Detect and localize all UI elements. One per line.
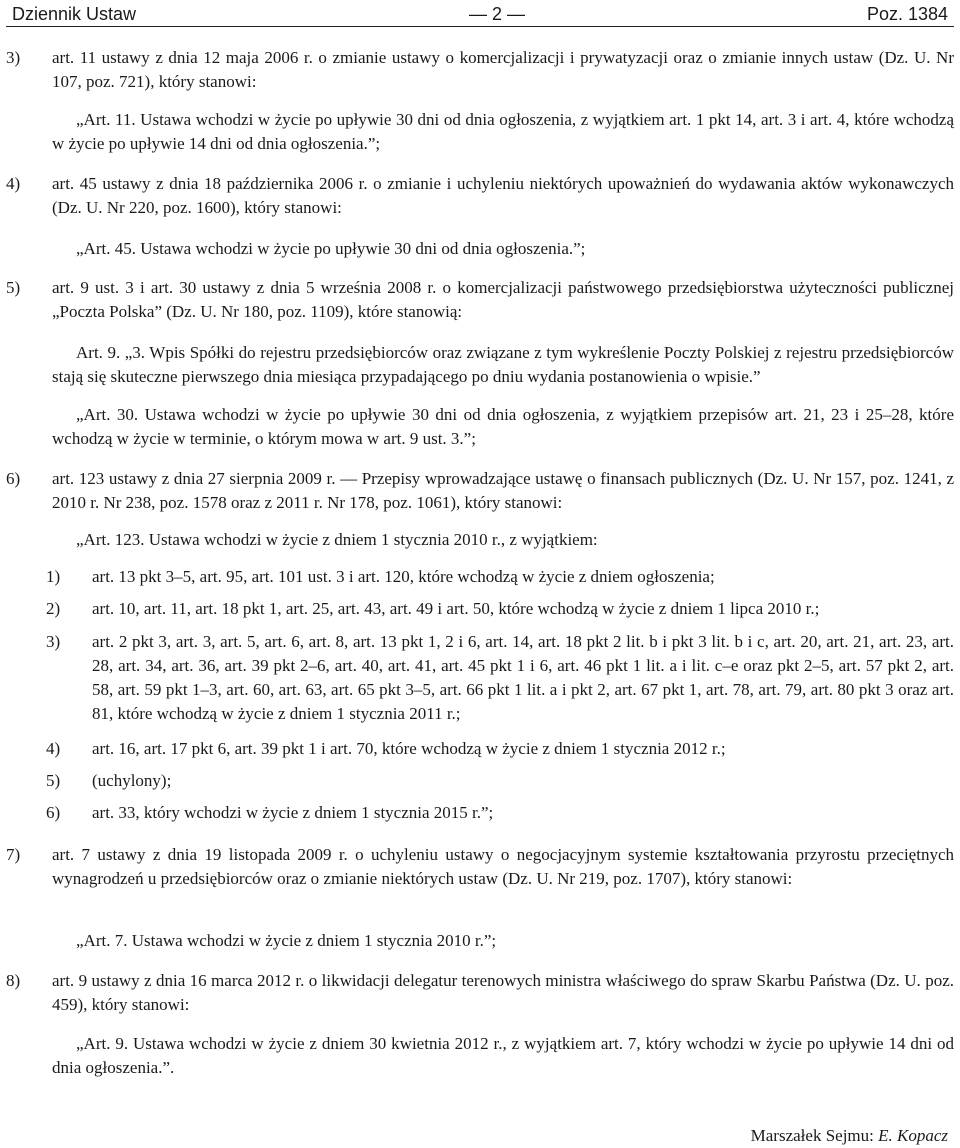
sub-item-text: art. 33, który wchodzi w życie z dniem 1 stycznia 2015 r.”; <box>92 803 494 822</box>
item-number: 6) <box>6 469 21 488</box>
sub-list-item <box>46 737 954 761</box>
quote-art-45: „Art. 45. Ustawa wchodzi w życie po upływie 30 dni od dnia ogłoszenia.”; <box>76 239 586 258</box>
sub-list-item <box>46 769 954 793</box>
list-item-7 <box>6 843 954 891</box>
list-item-4 <box>6 172 954 220</box>
item-text: art. 9 ustawy z dnia 16 marca 2012 r. o likwidacji delegatur terenowych ministra właściwego do spraw Skarbu Państwa (Dz. U. poz. 459), który stanowi: <box>52 971 954 1014</box>
quote-art-30: „Art. 30. Ustawa wchodzi w życie po upływie 30 dni od dnia ogłoszenia, z wyjątkiem przepisów art. 21, 23 i 25–28, które wchodzą w życie w terminie, o którym mowa w art. 9 ust. 3.”; <box>52 405 954 448</box>
page-number: — 2 — <box>469 4 526 24</box>
quote-art-11: „Art. 11. Ustawa wchodzi w życie po upływie 30 dni od dnia ogłoszenia, z wyjątkiem art. 1 pkt 14, art. 3 i art. 4, które wchodzą w życie po upływie 14 dni od dnia ogłoszenia.”; <box>52 110 954 153</box>
sub-item-text: (uchylony); <box>92 771 172 790</box>
item-number: 4) <box>6 174 21 193</box>
sub-item-text: art. 2 pkt 3, art. 3, art. 5, art. 6, art. 8, art. 13 pkt 1, 2 i 6, art. 14, art. 18 pkt 2 lit. b i pkt 3 lit. b i c, art. 20, art. 21, art. 23, art. 28, art. 34, art. 36, art. 39 pkt 2–6, art. 40, art. 41, art. 45 pkt 1 i 6, art. 46 pkt 1 lit. a i lit. c–e oraz pkt 2–5, art. 57 pkt 2, art. 58, art. 59 pkt 1–3, art. 60, art. 63, art. 65 pkt 3–5, art. 66 pkt 1 lit. a i pkt 2, art. 67 pkt 1, art. 78, art. 79, art. 80 pkt 3 oraz art. 81, które wchodzą w życie z dniem 1 stycznia 2011 r.; <box>92 632 954 723</box>
sub-item-text: art. 10, art. 11, art. 18 pkt 1, art. 25, art. 43, art. 49 i art. 50, które wchodzą w życie z dniem 1 lipca 2010 r.; <box>92 599 820 618</box>
signature-label: Marszałek Sejmu: <box>750 1126 879 1145</box>
sub-item-number: 3) <box>46 632 61 651</box>
item-text: art. 9 ust. 3 i art. 30 ustawy z dnia 5 września 2008 r. o komercjalizacji państwowego przedsiębiorstwa użyteczności publicznej „Poczta Polska” (Dz. U. Nr 180, poz. 1109), które stanowią: <box>52 278 954 321</box>
quote-art-9-2012: „Art. 9. Ustawa wchodzi w życie z dniem 30 kwietnia 2012 r., z wyjątkiem art. 7, który wchodzi w życie po upływie 14 dni od dnia ogłoszenia.”. <box>52 1034 954 1077</box>
item-number: 5) <box>6 278 21 297</box>
signature-name: E. Kopacz <box>878 1126 948 1145</box>
item-number: 3) <box>6 48 21 67</box>
page-header <box>6 0 954 27</box>
signature <box>751 1124 948 1148</box>
item-number: 8) <box>6 971 21 990</box>
list-item-5 <box>6 276 954 324</box>
item-number: 7) <box>6 845 21 864</box>
sub-item-number: 1) <box>46 567 61 586</box>
sub-item-number: 6) <box>46 803 61 822</box>
sub-list-item <box>46 597 954 621</box>
list-item-3 <box>6 46 954 94</box>
item-text: art. 123 ustawy z dnia 27 sierpnia 2009 r. — Przepisy wprowadzające ustawę o finansach publicznych (Dz. U. Nr 157, poz. 1241, z 2010 r. Nr 238, poz. 1578 oraz z 2011 r. Nr 178, poz. 1061), który stanowi: <box>52 469 954 512</box>
sub-item-number: 4) <box>46 739 61 758</box>
sub-item-text: art. 13 pkt 3–5, art. 95, art. 101 ust. 3 i art. 120, które wchodzą w życie z dniem ogłoszenia; <box>92 567 715 586</box>
list-item-6 <box>6 467 954 515</box>
sub-list-item <box>46 801 954 825</box>
quote-art-7: „Art. 7. Ustawa wchodzi w życie z dniem 1 stycznia 2010 r.”; <box>76 931 497 950</box>
quote-art-123: „Art. 123. Ustawa wchodzi w życie z dniem 1 stycznia 2010 r., z wyjątkiem: <box>76 530 598 549</box>
list-item-8 <box>6 969 954 1017</box>
sub-item-number: 2) <box>46 599 61 618</box>
item-text: art. 11 ustawy z dnia 12 maja 2006 r. o zmianie ustawy o komercjalizacji i prywatyzacji oraz o zmianie innych ustaw (Dz. U. Nr 107, poz. 721), który stanowi: <box>52 48 954 91</box>
position-number: Poz. 1384 <box>866 4 948 24</box>
sub-item-text: art. 16, art. 17 pkt 6, art. 39 pkt 1 i art. 70, które wchodzą w życie z dniem 1 stycznia 2012 r.; <box>92 739 726 758</box>
sub-list-item <box>46 565 954 589</box>
item-text: art. 45 ustawy z dnia 18 października 2006 r. o zmianie i uchyleniu niektórych upoważnień do wydawania aktów wykonawczych (Dz. U. Nr 220, poz. 1600), który stanowi: <box>52 174 954 217</box>
item-text: art. 7 ustawy z dnia 19 listopada 2009 r. o uchyleniu ustawy o negocjacyjnym systemie kształtowania przyrostu przeciętnych wynagrodzeń u przedsiębiorców oraz o zmianie niektórych ustaw (Dz. U. Nr 219, poz. 1707), który stanowi: <box>52 845 954 888</box>
journal-title: Dziennik Ustaw <box>12 4 137 24</box>
sub-item-number: 5) <box>46 771 61 790</box>
sub-list-item <box>46 630 954 726</box>
quote-art-9: Art. 9. „3. Wpis Spółki do rejestru przedsiębiorców oraz związane z tym wykreślenie Poczty Polskiej z rejestru przedsiębiorców stają się skuteczne pierwszego dnia miesiąca przypadającego po dniu wydania postanowienia o wpisie.” <box>52 343 954 386</box>
